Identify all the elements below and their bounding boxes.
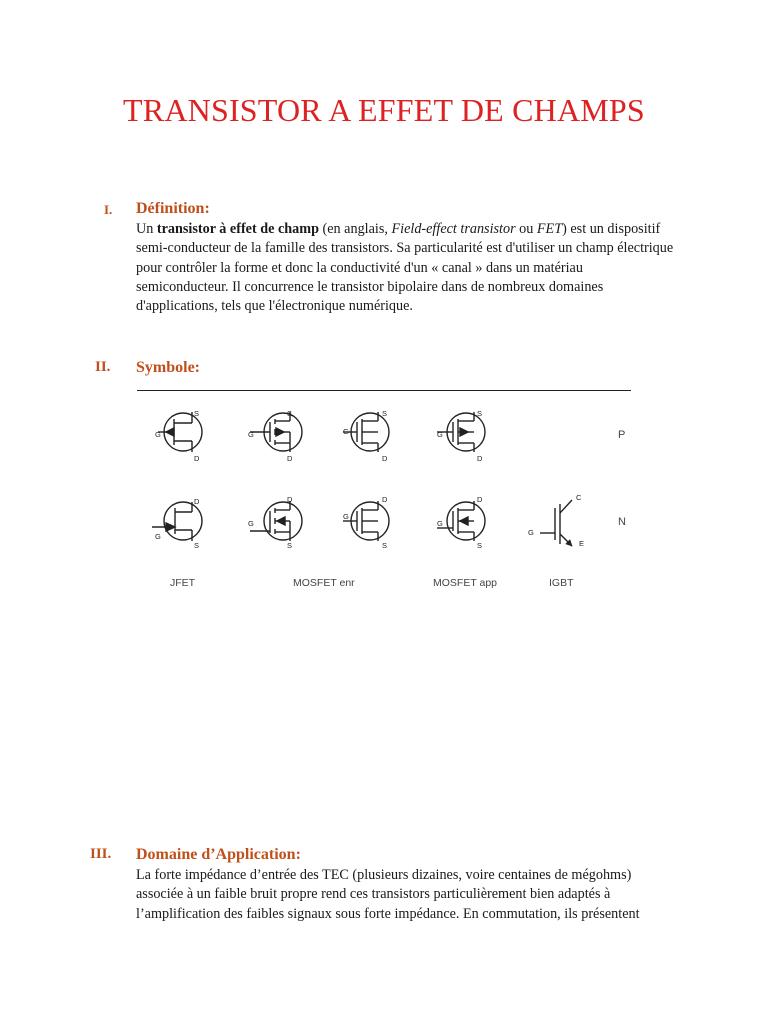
mosfet-enr-n-symbol-1 bbox=[250, 501, 302, 541]
definition-text: ) est un dispositif semi-conducteur de la famille des transistors. Sa particularité est d'utiliser un champ électrique pour contrôler la forme et donc la conductivité d'un « canal » dans un matériau semiconducteur. Il concurrence le transistor bipolaire dans de nombreux domaines d'applications, tels que l'électronique numérique. bbox=[136, 221, 674, 315]
caption-igbt: IGBT bbox=[549, 577, 574, 589]
section-number: III. bbox=[90, 846, 112, 862]
pin-label: G bbox=[248, 519, 254, 528]
pin-label: D bbox=[194, 454, 200, 463]
pin-label: S bbox=[382, 541, 388, 550]
pin-label: D bbox=[477, 454, 483, 463]
mosfet-enr-p-symbol-1 bbox=[250, 412, 302, 452]
pin-label: D bbox=[382, 495, 388, 504]
pin-label: G bbox=[343, 512, 349, 521]
section-heading-definition: Définition: bbox=[136, 200, 210, 217]
pin-label: G bbox=[528, 528, 534, 537]
caption-mosfet-app: MOSFET app bbox=[433, 577, 497, 589]
pin-label: S bbox=[287, 409, 293, 418]
pin-label: G bbox=[343, 427, 349, 436]
pin-label: G bbox=[155, 430, 161, 439]
pin-label: S bbox=[477, 541, 483, 550]
pin-label: G bbox=[437, 430, 443, 439]
row-label-n: N bbox=[618, 516, 626, 528]
mosfet-app-p-symbol bbox=[437, 412, 485, 452]
definition-term: transistor à effet de champ bbox=[156, 221, 319, 237]
application-paragraph: La forte impédance d’entrée des TEC (plusieurs dizaines, voire centaines de mégohms) associée à un faible bruit propre rend ces transistors particulièrement bien adaptés à l’amplification des faibles signaux sous forte impédance. En commutation, ils présentent bbox=[136, 867, 640, 922]
caption-mosfet-enr: MOSFET enr bbox=[293, 577, 355, 589]
pin-label: S bbox=[194, 409, 200, 418]
page-title: TRANSISTOR A EFFET DE CHAMPS bbox=[123, 92, 645, 128]
section-heading-application: Domaine d’Application: bbox=[136, 846, 301, 863]
definition-acronym: FET bbox=[536, 221, 563, 237]
section-number: II. bbox=[95, 359, 111, 375]
pin-label: D bbox=[477, 495, 483, 504]
pin-label: D bbox=[287, 454, 293, 463]
mosfet-app-n-symbol bbox=[437, 501, 485, 541]
definition-english-term: Field-effect transistor bbox=[391, 221, 516, 237]
pin-label: C bbox=[576, 493, 582, 502]
pin-label: E bbox=[579, 539, 585, 548]
mosfet-enr-p-symbol-2 bbox=[343, 412, 389, 452]
pin-label: S bbox=[382, 409, 388, 418]
pin-label: S bbox=[194, 541, 200, 550]
pin-label: D bbox=[287, 495, 293, 504]
pin-label: G bbox=[155, 532, 161, 541]
row-label-p: P bbox=[618, 429, 626, 441]
pin-label: D bbox=[382, 454, 388, 463]
pin-label: S bbox=[287, 541, 293, 550]
mosfet-enr-n-symbol-2 bbox=[343, 501, 389, 541]
caption-jfet: JFET bbox=[170, 577, 196, 589]
definition-text: (en anglais, bbox=[318, 221, 392, 237]
section-heading-symbole: Symbole: bbox=[136, 359, 200, 376]
definition-text: Un bbox=[136, 221, 157, 237]
pin-label: D bbox=[194, 497, 200, 506]
igbt-symbol bbox=[540, 500, 572, 546]
pin-label: G bbox=[248, 430, 254, 439]
jfet-p-symbol bbox=[158, 412, 202, 452]
pin-label: G bbox=[437, 519, 443, 528]
pin-label: S bbox=[477, 409, 483, 418]
definition-text: ou bbox=[515, 221, 537, 237]
section-number: I. bbox=[104, 202, 113, 217]
